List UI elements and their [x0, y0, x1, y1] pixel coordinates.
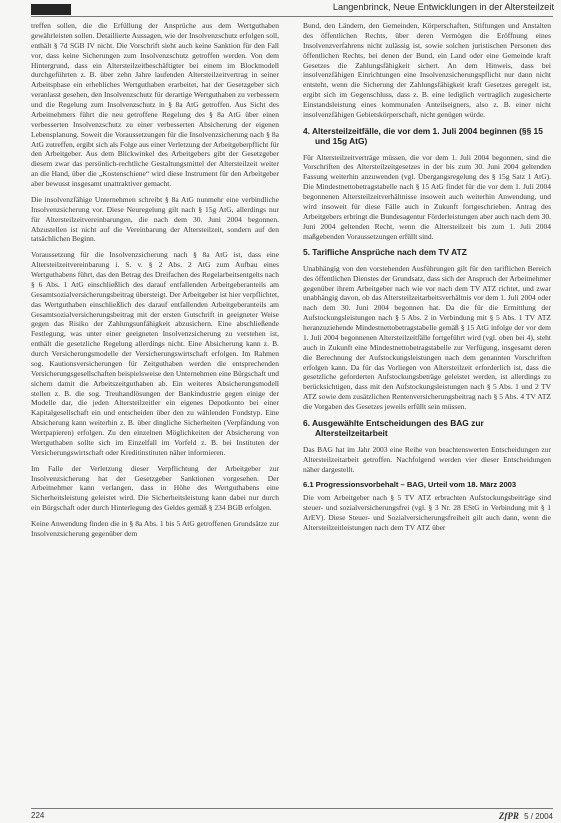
paragraph: Unabhängig von den vorstehenden Ausführungen gilt für den tariflichen Bereich des öffentlichen Dienstes der Grundsatz, dass sich der Anspruch der Arbeitnehmer gegenüber ihrem Arbeitgeber nach wie vor nach dem TV ATZ richtet, und zwar unabhängig davon, ob das Altersteilzeitarbeitsverhältnis vor dem 1. Juli 2004 oder nach dem 30. Juni 2004 begonnen hat. Da die für die Ermittlung der Aufstockungsleistungen nach § 5 Abs. 2 in Verbindung mit § 5 Abs. 1 TV ATZ heranzuziehende Mindestnettobetragstabelle gemäß § 15 AtG infolge der vor dem 1. Juli 2004 begonnenen Altersteilzeitfälle fortgeführt wird (vgl. oben bei 4), steht auch in Zukunft eine Mindestnettobetragstabelle zur Verfügung, insgesamt deren die Berechnung der Aufstockungsleistungen nach dem genannten Vorschriften erfolgen kann. Da für das Vorliegen von Altersteilzeit erforderlich ist, dass die gesetzliche geforderten Aufstockungsbeträge geleistet werden, ist allerdings zu berücksichtigen, dass mit den Aufstockungsleistungen nach § 5 Abs. 1 und 2 TV ATZ sowie dem zusätzlichen Rentenversicherungsbeitrag nach § 5 Abs. 4 TV ATZ die Vorgaben des Gesetzes jeweils erfüllt sein müssen.	[303, 263, 551, 412]
journal-logo: ZfPR	[498, 811, 519, 821]
paragraph: Keine Anwendung finden die in § 8a Abs. 1 bis 5 AtG getroffenen Grundsätze zur Insolvenzsicherung gegenüber dem	[31, 519, 279, 538]
left-column	[31, 21, 279, 545]
paragraph: Die insolvenzfähige Unternehmen schreibt § 8a AtG nunmehr eine verbindliche Insolvenzsicherung vor. Diese Neuregelung gilt nach § 15g AtG, allerdings nur für Altersteilzeitvereinbarungen, die nach dem 30. Juni 2004 begonnen. Abzustellen ist nicht auf die Vereinbarung der Altersteilzeit, sondern auf den tatsächlichen Beginn.	[31, 194, 279, 244]
paragraph: Das BAG hat im Jahr 2003 eine Reihe von beachtenswerten Entscheidungen zur Altersteilzeitarbeit getroffen. Nachfolgend werden vier dieser Entscheidungen näher dargestellt.	[303, 444, 551, 474]
page-footer	[31, 811, 553, 823]
page-number: 224	[31, 811, 45, 820]
journal-issue	[499, 811, 553, 821]
issue-number: 5 / 2004	[524, 812, 553, 821]
header-rule	[31, 16, 553, 17]
paragraph: Die vom Arbeitgeber nach § 5 TV ATZ erbrachten Aufstockungsbeiträge sind steuer- und sozialversicherungsfrei (vgl. § 3 Nr. 28 EStG in Verbindung mit § 1 ArEV). Diese Steuer- und Sozialversicherungsfreiheit gilt auch dann, wenn die Altersteilzeitleistungen nach dem TV ATZ über	[303, 493, 551, 532]
paragraph: Voraussetzung für die Insolvenzsicherung nach § 8a AtG ist, dass eine Altersteilzeitvereinbarung i. S. v. § 2 Abs. 2 AtG zum Aufbau eines Wertguthabens führt, das den Betrag des Dreifachen des Regelarbeitsentgelts nach § 6 Abs. 1 AtG einschließlich des darauf entfallenden Arbeitgeberanteils am Gesamtsozialversicherungsbeitrag übersteigt. Der Arbeitgeber ist hier verpflichtet, das Wertguthaben einschließlich des darauf entfallenden Arbeitgeberanteils am Gesamtsozialversicherungsbeitrag mit der ersten Gutschrift in geeigneter Weise gegen das Risiko der Zahlungsunfähigkeit abzusichern. Eine abschließende Festlegung, was unter einer geeigneten Insolvenzsicherung zu verstehen ist, enthält die gesetzliche Regelung allerdings nicht. Eine Absicherung kann z. B. durch Versicherungsmodelle der Versicherungswirtschaft erfolgen. Im Rahmen sog. Kautionsversicherungen für Zeitguthaben werden die entsprechenden Versicherungsgesellschaften beispielsweise den Unternehmen eine Bürgschaft und sichern damit die Arbeitszeitguthaben ab. Ein weiteres Absicherungsmodell stellen z. B. die sog. Treuhandlösungen der Bankindustrie gegen einige der Modelle dar, die jeden Altersteilzeitler ein eigenes Depotkonto bei einer Kapitalgesellschaft ein und entscheiden über den zu wählenden Fondstyp. Eine Absicherung kann weiterhin z. B. über dingliche Sicherheiten (Verpfändung von Wertpapieren) erfolgen. Zu den einzelnen Möglichkeiten der Absicherung von Wertguthaben sollte sich im Einzelfall im Vorfeld z. B. bei Instituten der Versicherungswirtschaft oder Kreditinstituten näher informieren.	[31, 250, 279, 457]
section-heading: 4. Altersteilzeitfälle, die vor dem 1. Juli 2004 beginnen (§§ 15 und 15g AtG)	[303, 125, 543, 147]
header-black-bar	[31, 4, 71, 15]
footer-rule	[31, 808, 553, 809]
paragraph: Im Falle der Verletzung dieser Verpflichtung der Arbeitgeber zur Insolvenzsicherung hat der Gesetzgeber Sanktionen vorgesehen. Der Arbeitnehmer kann verlangen, dass in Höhe des Wertguthabens eine Sicherheitsleistung geleistet wird. Die Sicherheitsleistung kann dabei nur durch ein Bürgschaft oder durch Hinterlegung des Geldes gemäß § 234 BGB erfolgen.	[31, 463, 279, 513]
paragraph: Für Altersteilzeitverträge müssen, die vor dem 1. Juli 2004 begonnen, sind die Vorschriften des Altersteilzeitgesetzes in der bis zum 30. Juni 2004 geltenden Fassung weiterhin anzuwenden (vgl. Übergangsregelung des § 15g Satz 1 AtG). Die Mindestnettobetragstabelle nach § 15 AtG findet für die vor dem 1. Juli 2004 begonnenen Altersteilzeitverhältnisse insoweit auch weiterhin Anwendung, und wird insoweit für diese Fälle auch in Zukunft fortgeschrieben. Antrag des Arbeitgebers erbringt die Bundesagentur Förderleistungen aber auch nach dem 30. Juni 2004 geltenden Recht, wenn die Altersteilzeit bis zum 1. Juli 2004 maßgebenden Voraussetzungen erfüllt sind.	[303, 152, 551, 241]
section-heading: 5. Tarifliche Ansprüche nach dem TV ATZ	[303, 247, 467, 258]
subsection-heading: 6.1 Progressionsvorbehalt – BAG, Urteil vom 18. März 2003	[303, 480, 517, 490]
running-head: Langenbrinck, Neue Entwicklungen in der Altersteilzeit	[332, 2, 554, 12]
paragraph: Bund, den Ländern, den Gemeinden, Körperschaften, Stiftungen und Anstalten des öffentlichen Rechts, über deren Vermögen die Eröffnung eines Insolvenzverfahrens nicht zulässig ist, sowie solchen juristischen Personen des öffentlichen Rechts, bei denen der Bund, ein Land oder eine Gemeinde kraft Gesetzes die Zahlungsfähigkeit sichert. An dem Hinweis, dass bei insolvenzfähigen Einrichtungen eine Insolvenzsicherungspflicht nur dann nicht entsteht, wenn die Sicherung der Zahlungsfähigkeit kraft Gesetzes geregelt ist, ergibt sich im Gegenschluss, dass z. B. eine lediglich vertraglich zugesicherte Einstandsleistung eines kommunalen Anteilseigners, also z. B. einer nicht insolvenzfähigen Gebietskörperschaft, nicht genügen würde.	[303, 21, 551, 119]
right-column	[303, 21, 551, 539]
section-heading: 6. Ausgewählte Entscheidungen des BAG zur Altersteilzeitarbeit	[303, 417, 484, 439]
paragraph: treffen sollen, die die Erfüllung der Ansprüche aus dem Wertguthaben gewährleisten sollen. Detaillierte Aussagen, wie der Insolvenzschutz erfolgen soll, enthält § 7d SGB IV nicht. Die Vorschrift sieht auch keine Sanktion für den Fall vor, dass keine Sicherungen zum Insolvenzschutz getroffen werden. Von dem Hintergrund, dass ein Altersteilzeitbeschäftigter bei einem im Blockmodell durchgeführten z. B. über zehn Jahre laufenden Altersteilzeitvertrag in seiner Arbeitsphase ein erhebliches Wertguthaben erarbeitet, hat der Gesetzgeber sich veranlasst gesehen, den Insolvenzschutz für derartige Wertguthaben zu verbessern und die Regelung zum Insolvenzschutz in § 8a AtG getroffen. Aus Sicht des Arbeitnehmers führt die neu getroffene Regelung des § 8a AtG über einen verbesserten Insolvenzschutz zu einer verbesserten Absicherung der eigenen Lebensplanung. Soweit die Voraussetzungen für die Insolvenzsicherung nach § 8a AtG zutreffen, ergibt sich als Folge aus einer Verletzung der Arbeitgeberpflicht für den Arbeitgeber. Aus dem Blickwinkel des Arbeitgebers gibt der Gesetzgeber diesem zwar das persönlich-rechtliche Gestaltungsmittel der Altersteilzeit weiter an die Hand, über die „Kostenschiene“ wird diese Instrument für den Arbeitgeber aber bewusst insgesamt unattraktiver gemacht.	[31, 21, 279, 188]
